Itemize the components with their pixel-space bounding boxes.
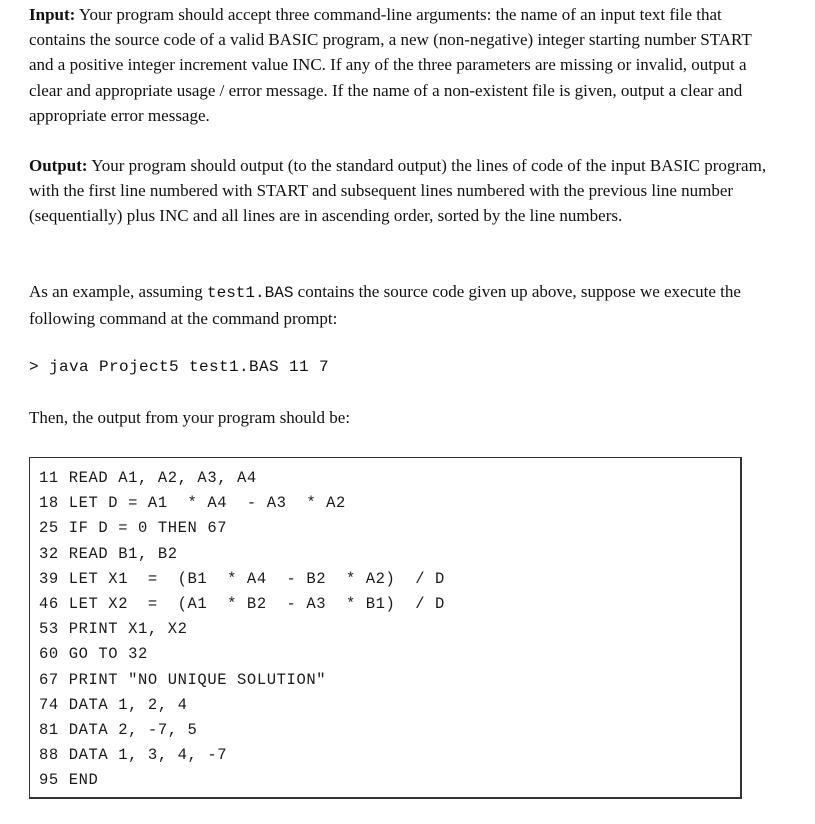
code-line: 32 READ B1, B2 [39, 544, 178, 563]
code-line: 39 LET X1 = (B1 * A4 - B2 * A2) / D [39, 569, 445, 588]
command-line: > java Project5 test1.BAS 11 7 [29, 358, 330, 376]
code-line: 53 PRINT X1, X2 [39, 620, 188, 639]
code-line: 25 IF D = 0 THEN 67 [39, 519, 228, 538]
input-text: Your program should accept three command-line arguments: the name of an input text file that contains the source code of a valid BASIC program, a new (non-negative) integer starting number START and a positive integer increment value INC. If any of the three parameters are missing or invalid, output a clear and appropriate usage / error message. If the name of a non-existent file is given, output a clear and appropriate error message. [29, 5, 752, 125]
code-output-box [29, 457, 742, 799]
code-line: 67 PRINT "NO UNIQUE SOLUTION" [39, 670, 327, 689]
then-paragraph: Then, the output from your program should be: [29, 408, 351, 427]
code-line: 74 DATA 1, 2, 4 [39, 695, 188, 714]
code-line: 11 READ A1, A2, A3, A4 [39, 469, 257, 487]
code-line: 46 LET X2 = (A1 * B2 - A3 * B1) / D [39, 594, 445, 613]
input-label: Input: [29, 5, 76, 24]
code-line: 18 LET D = A1 * A4 - A3 * A2 [39, 494, 346, 513]
code-line: 81 DATA 2, -7, 5 [39, 720, 198, 739]
output-text: Your program should output (to the standard output) the lines of code of the input BASIC program, with the first line numbered with START and subsequent lines numbered with the previous line number (sequentially) plus INC and all lines are in ascending order, sorted by the line numbers. [29, 156, 767, 226]
example-text-before: As an example, assuming [29, 282, 207, 301]
code-lines [39, 466, 445, 793]
example-paragraph [29, 279, 769, 331]
example-text-after: contains the source code given up above, suppose we execute the following command at the command prompt: [29, 282, 741, 329]
code-line: 60 GO TO 32 [39, 645, 148, 664]
output-label: Output: [29, 156, 88, 175]
example-filename: test1.BAS [207, 284, 294, 302]
input-paragraph [29, 2, 769, 128]
output-paragraph [29, 153, 769, 229]
code-line: 95 END [39, 771, 99, 790]
code-line: 88 DATA 1, 3, 4, -7 [39, 746, 228, 765]
